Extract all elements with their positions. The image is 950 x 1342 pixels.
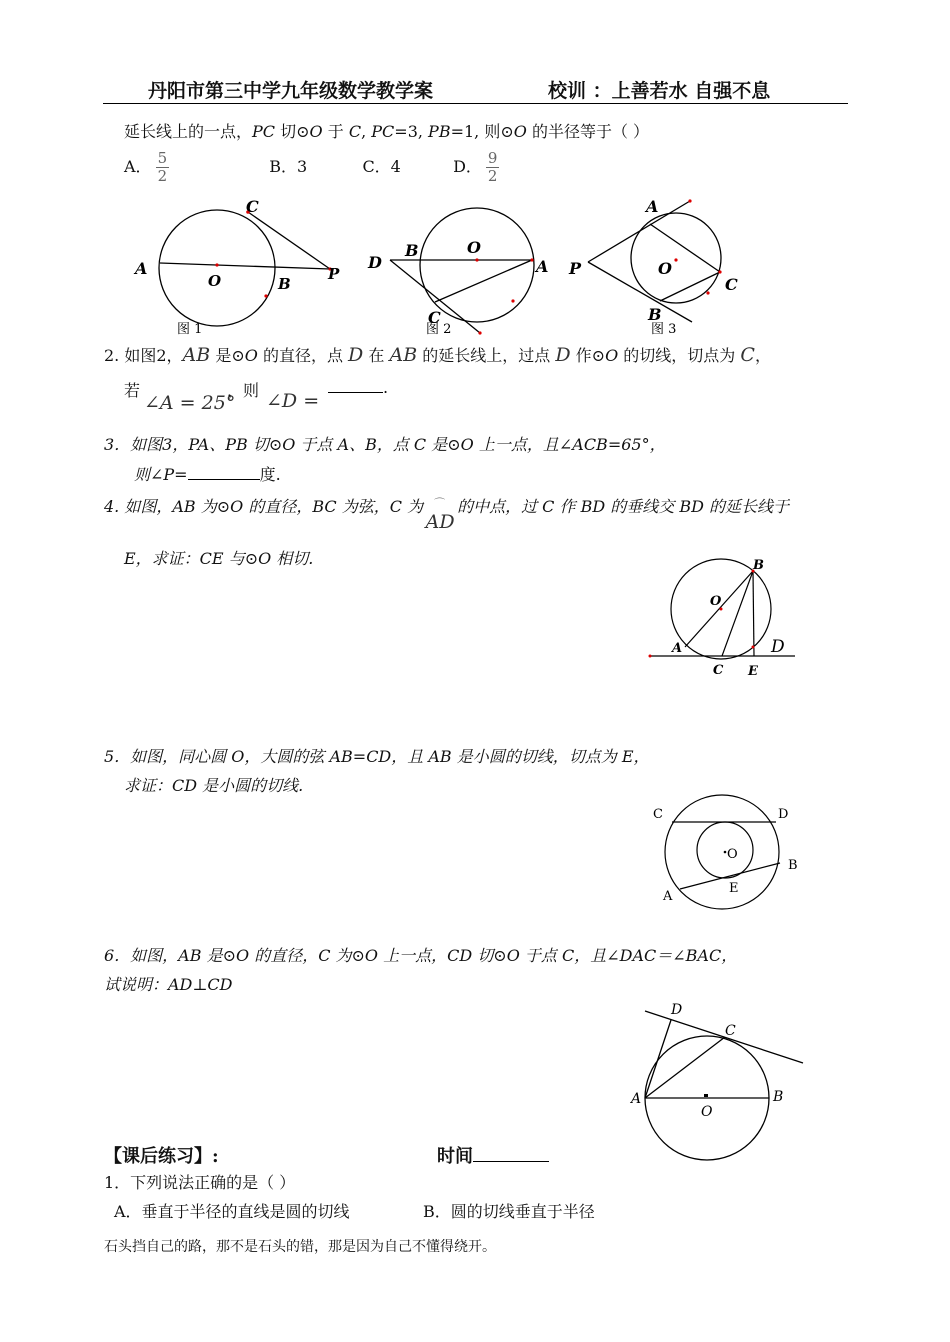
fig1-label-p: P — [328, 265, 340, 283]
fig6-label-d: D — [671, 1002, 683, 1018]
fig3-label-o: O — [658, 259, 672, 278]
fig6-label-o: O — [701, 1104, 713, 1120]
fig1-line-cp — [248, 212, 330, 269]
q2-then: ，则 — [227, 381, 260, 400]
fig1-caption: 图 1 — [177, 322, 203, 337]
q6-line2: 试说明：AD⊥CD — [104, 975, 233, 994]
fig4-line-bc — [722, 571, 753, 656]
fig2-label-a: A — [536, 257, 549, 276]
fig3-circle — [631, 213, 721, 303]
q2-line2: 若 — [124, 381, 141, 400]
figures-1-3 — [120, 190, 760, 340]
figure-1 — [133, 197, 340, 337]
fig5-label-e: E — [729, 881, 739, 896]
fig1-circle — [159, 210, 275, 326]
q2-angle-a: ∠A = 25° — [144, 392, 236, 414]
homework-q1-option-b: B．圆的切线垂直于半径 — [423, 1202, 595, 1221]
fig2-label-c: C — [428, 308, 441, 327]
fig3-label-c: C — [725, 275, 738, 294]
fig5-label-a: A — [663, 889, 673, 904]
q6-line1: 6．如图，AB 是⊙O 的直径，C 为⊙O 上一点，CD 切⊙O 于点 C，且∠DAC＝∠BAC， — [104, 946, 738, 965]
fig2-label-o: O — [467, 238, 481, 257]
fig5-inner-circle — [697, 822, 753, 878]
fig5-label-o: O — [727, 847, 738, 862]
school-title: 丹阳市第三中学九年级数学教学案 — [148, 80, 434, 102]
figure-5 — [645, 790, 815, 915]
fig3-line-pb — [588, 262, 692, 322]
figure-6 — [625, 995, 815, 1175]
fig3-label-p: P — [569, 259, 582, 278]
fig3-label-b: B — [648, 305, 662, 324]
fraction-9-2: $\frac{9}{2}$ — [487, 149, 498, 185]
q5-line1: 5．如图，同心圆 O，大圆的弦 AB=CD，且 AB 是小圆的切线，切点为 E， — [104, 747, 650, 766]
homework-time: 时间 — [437, 1142, 549, 1168]
q4-arc-ad: ⌒ AD — [425, 497, 455, 533]
fig4-label-o: O — [710, 594, 722, 609]
fig1-label-b: B — [278, 275, 291, 293]
fig2-caption: 图 2 — [426, 322, 452, 337]
fig4-line-ab — [685, 571, 753, 647]
q2-line1: 2. 如图2，AB 是⊙O 的直径，点 D 在 AB 的延长线上，过点 D 作⊙O 的切线，切点为 C， — [104, 344, 771, 366]
homework-q1: 1．下列说法正确的是（ ） — [104, 1173, 296, 1192]
q5-line2: 求证：CD 是小圆的切线. — [124, 776, 304, 795]
fig5-label-c: C — [653, 807, 663, 822]
fraction-5-2: $\frac{5}{2}$ — [157, 149, 168, 185]
fig5-label-d: D — [778, 807, 789, 822]
figure-3 — [568, 197, 738, 337]
fig4-label-b: B — [753, 558, 764, 573]
q1-option-a: A． $\frac{5}{2}$ — [124, 149, 168, 185]
q4-line1: 4. 如图，AB 为⊙O 的直径，BC 为弦，C 为 ⌒ AD的中点，过 C 作 BD 的垂线交 BD 的延长线于 — [104, 497, 790, 533]
fig6-label-c: C — [725, 1023, 736, 1039]
fig4-label-d: D — [771, 637, 785, 657]
fig3-label-a: A — [646, 197, 659, 216]
fig1-label-o: O — [208, 272, 222, 290]
fig4-label-a: A — [672, 641, 683, 656]
q4-line2: E，求证：CE 与⊙O 相切. — [124, 549, 314, 568]
q1-text: 延长线上的一点，PC 切⊙O 于 C, PC=3, PB=1, 则⊙O 的半径等于（ ） — [124, 122, 650, 141]
fig1-label-a: A — [135, 259, 148, 278]
fig5-label-b: B — [788, 858, 798, 873]
q3-answer-blank — [188, 479, 260, 480]
q1-option-b: B．3 — [269, 157, 308, 176]
q3-line2: 则∠P= 度. — [134, 465, 281, 484]
time-blank — [473, 1161, 549, 1162]
fig4-label-c: C — [713, 663, 724, 678]
fig2-label-d: D — [368, 253, 382, 272]
fig1-line-ap — [160, 263, 330, 269]
fig4-label-e: E — [748, 664, 758, 679]
fig3-line-pa — [588, 201, 690, 262]
fig5-outer-circle — [665, 795, 779, 909]
figure-4 — [645, 555, 805, 685]
q2-angle-d: ∠D = — [266, 390, 320, 412]
homework-q1-option-a: A．垂直于半径的直线是圆的切线 — [114, 1202, 350, 1221]
q1-option-d: D． $\frac{9}{2}$ — [453, 149, 498, 185]
page-header — [103, 76, 848, 104]
fig6-line-ac — [645, 1037, 725, 1098]
q1-options — [124, 150, 499, 185]
fig2-line-ca — [435, 260, 532, 302]
footer-quote: 石头挡自己的路，那不是石头的错，那是因为自己不懂得绕开。 — [104, 1239, 496, 1255]
fig6-label-b: B — [773, 1089, 784, 1105]
fig2-label-b: B — [405, 241, 419, 260]
figure-2 — [367, 208, 548, 337]
fig6-label-a: A — [631, 1091, 642, 1107]
fig1-label-c: C — [246, 197, 259, 216]
q1-option-c: C．4 — [362, 157, 401, 176]
fig6-line-ad — [645, 1020, 671, 1098]
q2-answer-blank: . — [328, 378, 388, 397]
fig4-line-be — [753, 571, 754, 656]
fig2-circle — [420, 208, 534, 322]
school-motto: 校训 ：上善若水 自强不息 — [548, 80, 771, 102]
homework-title: 【课后练习】: — [104, 1146, 219, 1167]
q3-line1: 3．如图3，PA、PB 切⊙O 于点 A、B，点 C 是⊙O 上一点，且∠ACB=65°， — [104, 435, 666, 454]
fig3-caption: 图 3 — [651, 322, 677, 337]
